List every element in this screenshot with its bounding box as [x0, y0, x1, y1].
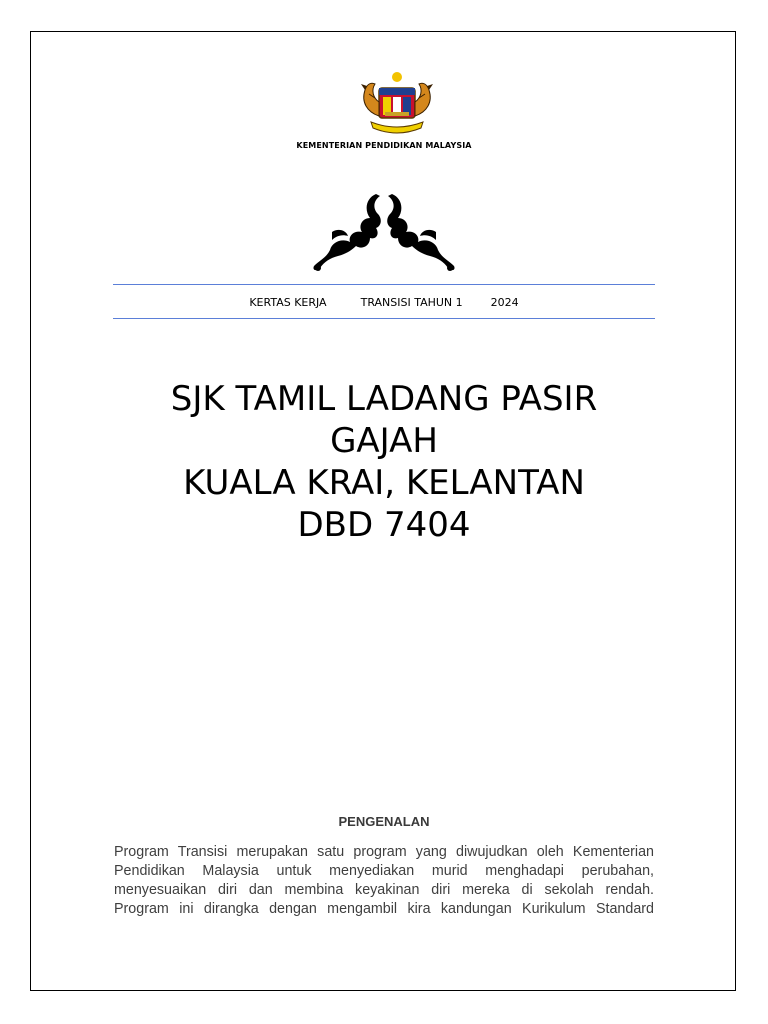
paragraph-line: Program Transisi merupakan satu program yang diwujudkan oleh Kementerian	[114, 844, 654, 860]
floral-ornament-icon	[308, 188, 460, 274]
paragraph-line: Pendidikan Malaysia untuk menyediakan murid menghadapi perubahan,	[114, 863, 654, 879]
section-heading: PENGENALAN	[338, 814, 430, 829]
document-info-line	[0, 296, 768, 309]
ministry-name: KEMENTERIAN PENDIDIKAN MALAYSIA	[296, 141, 472, 150]
header-rule-top	[113, 284, 655, 285]
malaysia-coat-of-arms-icon	[349, 68, 445, 138]
document-year: 2024	[490, 296, 519, 309]
paragraph-line: menyesuaikan diri dan membina keyakinan diri mereka di sekolah rendah.	[114, 882, 654, 898]
document-subject: TRANSISI TAHUN 1	[360, 296, 463, 309]
paragraph-line: Program ini dirangka dengan mengambil kira kandungan Kurikulum Standard	[114, 901, 654, 917]
title-line: DBD 7404	[297, 505, 471, 545]
document-type: KERTAS KERJA	[249, 296, 327, 309]
header-rule-bottom	[113, 318, 655, 319]
title-line: SJK TAMIL LADANG PASIR	[170, 379, 598, 419]
introduction-paragraph	[114, 843, 654, 919]
school-title	[113, 378, 655, 546]
title-line: KUALA KRAI, KELANTAN	[183, 463, 585, 503]
title-line: GAJAH	[330, 421, 438, 461]
